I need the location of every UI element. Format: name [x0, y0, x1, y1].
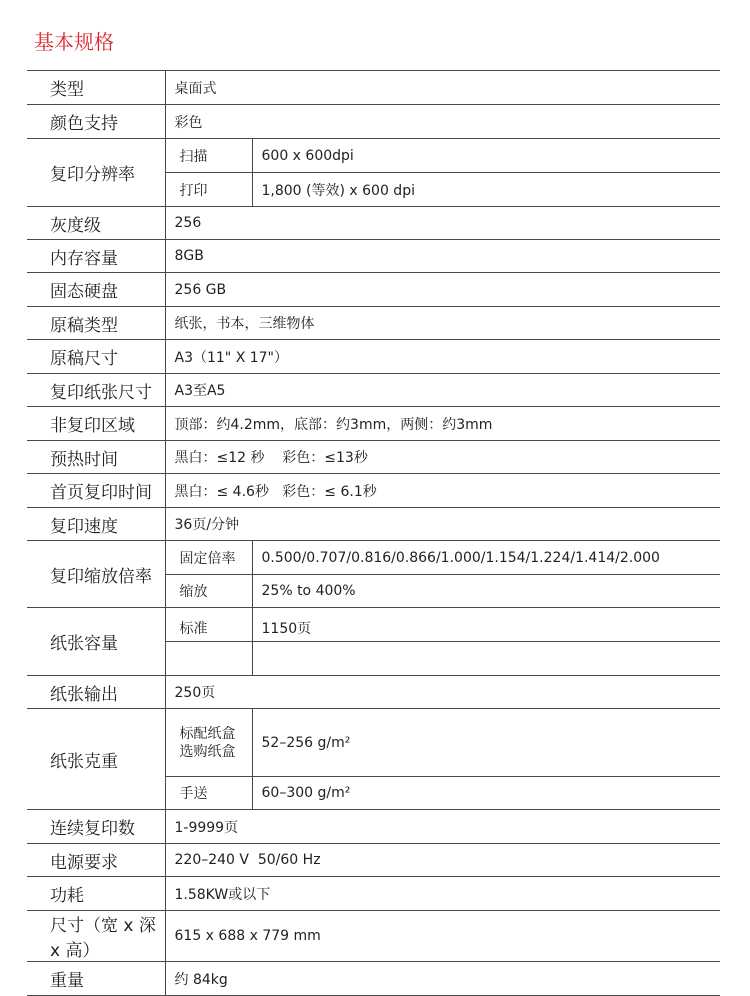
row-value: 250页	[165, 676, 720, 709]
row-sublabel: 扫描	[165, 139, 252, 173]
row-value: 1,800 (等效) x 600 dpi	[252, 173, 720, 207]
spec-table	[27, 70, 720, 996]
table-row	[27, 71, 720, 105]
row-sublabel: 标准	[165, 608, 252, 642]
row-label: 功耗	[27, 877, 165, 911]
row-value: 彩色	[165, 105, 720, 139]
table-row	[27, 474, 720, 508]
row-sublabel	[165, 709, 252, 777]
row-label: 电源要求	[27, 844, 165, 877]
table-row	[27, 676, 720, 709]
row-value: 纸张，书本，三维物体	[165, 307, 720, 340]
row-value: 220–240 V 50/60 Hz	[165, 844, 720, 877]
row-value: 约 84kg	[165, 962, 720, 996]
table-row	[27, 608, 720, 642]
row-sublabel: 打印	[165, 173, 252, 207]
row-label: 原稿类型	[27, 307, 165, 340]
row-value: 1.58KW或以下	[165, 877, 720, 911]
row-value: 25% to 400%	[252, 575, 720, 608]
row-value: 顶部：约4.2mm，底部：约3mm，两侧：约3mm	[165, 407, 720, 441]
row-label: 复印缩放倍率	[27, 541, 165, 608]
row-label: 纸张容量	[27, 608, 165, 676]
row-value: 1-9999页	[165, 810, 720, 844]
row-value: 615 x 688 x 779 mm	[165, 911, 720, 962]
row-value: 600 x 600dpi	[252, 139, 720, 173]
row-label: 复印速度	[27, 508, 165, 541]
row-sublabel: 固定倍率	[165, 541, 252, 575]
row-value: 60–300 g/m²	[252, 777, 720, 810]
table-row	[27, 407, 720, 441]
row-label: 灰度级	[27, 207, 165, 240]
table-row	[27, 105, 720, 139]
row-label: 预热时间	[27, 441, 165, 474]
row-sublabel: 手送	[165, 777, 252, 810]
row-value: 52–256 g/m²	[252, 709, 720, 777]
row-value: 桌面式	[165, 71, 720, 105]
row-label: 复印分辨率	[27, 139, 165, 207]
page-title: 基本规格	[34, 30, 114, 54]
row-value: 黑白：≤12 秒 彩色：≤13秒	[165, 441, 720, 474]
table-row	[27, 441, 720, 474]
table-row	[27, 374, 720, 407]
table-row	[27, 877, 720, 911]
table-row	[27, 273, 720, 307]
row-label: 类型	[27, 71, 165, 105]
table-row	[27, 709, 720, 777]
row-label: 原稿尺寸	[27, 340, 165, 374]
table-row	[27, 810, 720, 844]
row-value: A3（11" X 17"）	[165, 340, 720, 374]
row-sublabel: 缩放	[165, 575, 252, 608]
row-value: 8GB	[165, 240, 720, 273]
row-label: 固态硬盘	[27, 273, 165, 307]
row-value: A3至A5	[165, 374, 720, 407]
row-value: 1150页	[252, 608, 720, 642]
row-value: 256	[165, 207, 720, 240]
table-row	[27, 307, 720, 340]
row-label: 内存容量	[27, 240, 165, 273]
table-row	[27, 207, 720, 240]
table-row	[27, 139, 720, 173]
table-row	[27, 541, 720, 575]
row-label: 尺寸（宽 x 深 x 高）	[27, 911, 165, 962]
row-sublabel-line: 标配纸盒	[179, 725, 236, 742]
row-value: 36页/分钟	[165, 508, 720, 541]
row-label: 复印纸张尺寸	[27, 374, 165, 407]
row-label: 重量	[27, 962, 165, 996]
row-value	[252, 642, 720, 676]
table-row	[27, 340, 720, 374]
row-value: 黑白：≤ 4.6秒 彩色：≤ 6.1秒	[165, 474, 720, 508]
row-label: 纸张输出	[27, 676, 165, 709]
table-row	[27, 844, 720, 877]
row-label: 连续复印数	[27, 810, 165, 844]
row-sublabel-line: 选购纸盒	[179, 743, 236, 760]
row-label: 首页复印时间	[27, 474, 165, 508]
row-label: 纸张克重	[27, 709, 165, 810]
row-value: 256 GB	[165, 273, 720, 307]
table-row	[27, 508, 720, 541]
row-sublabel	[165, 642, 252, 676]
row-label: 颜色支持	[27, 105, 165, 139]
row-label: 非复印区域	[27, 407, 165, 441]
row-value: 0.500/0.707/0.816/0.866/1.000/1.154/1.224/1.414/2.000	[252, 541, 720, 575]
table-row	[27, 911, 720, 962]
table-row	[27, 240, 720, 273]
